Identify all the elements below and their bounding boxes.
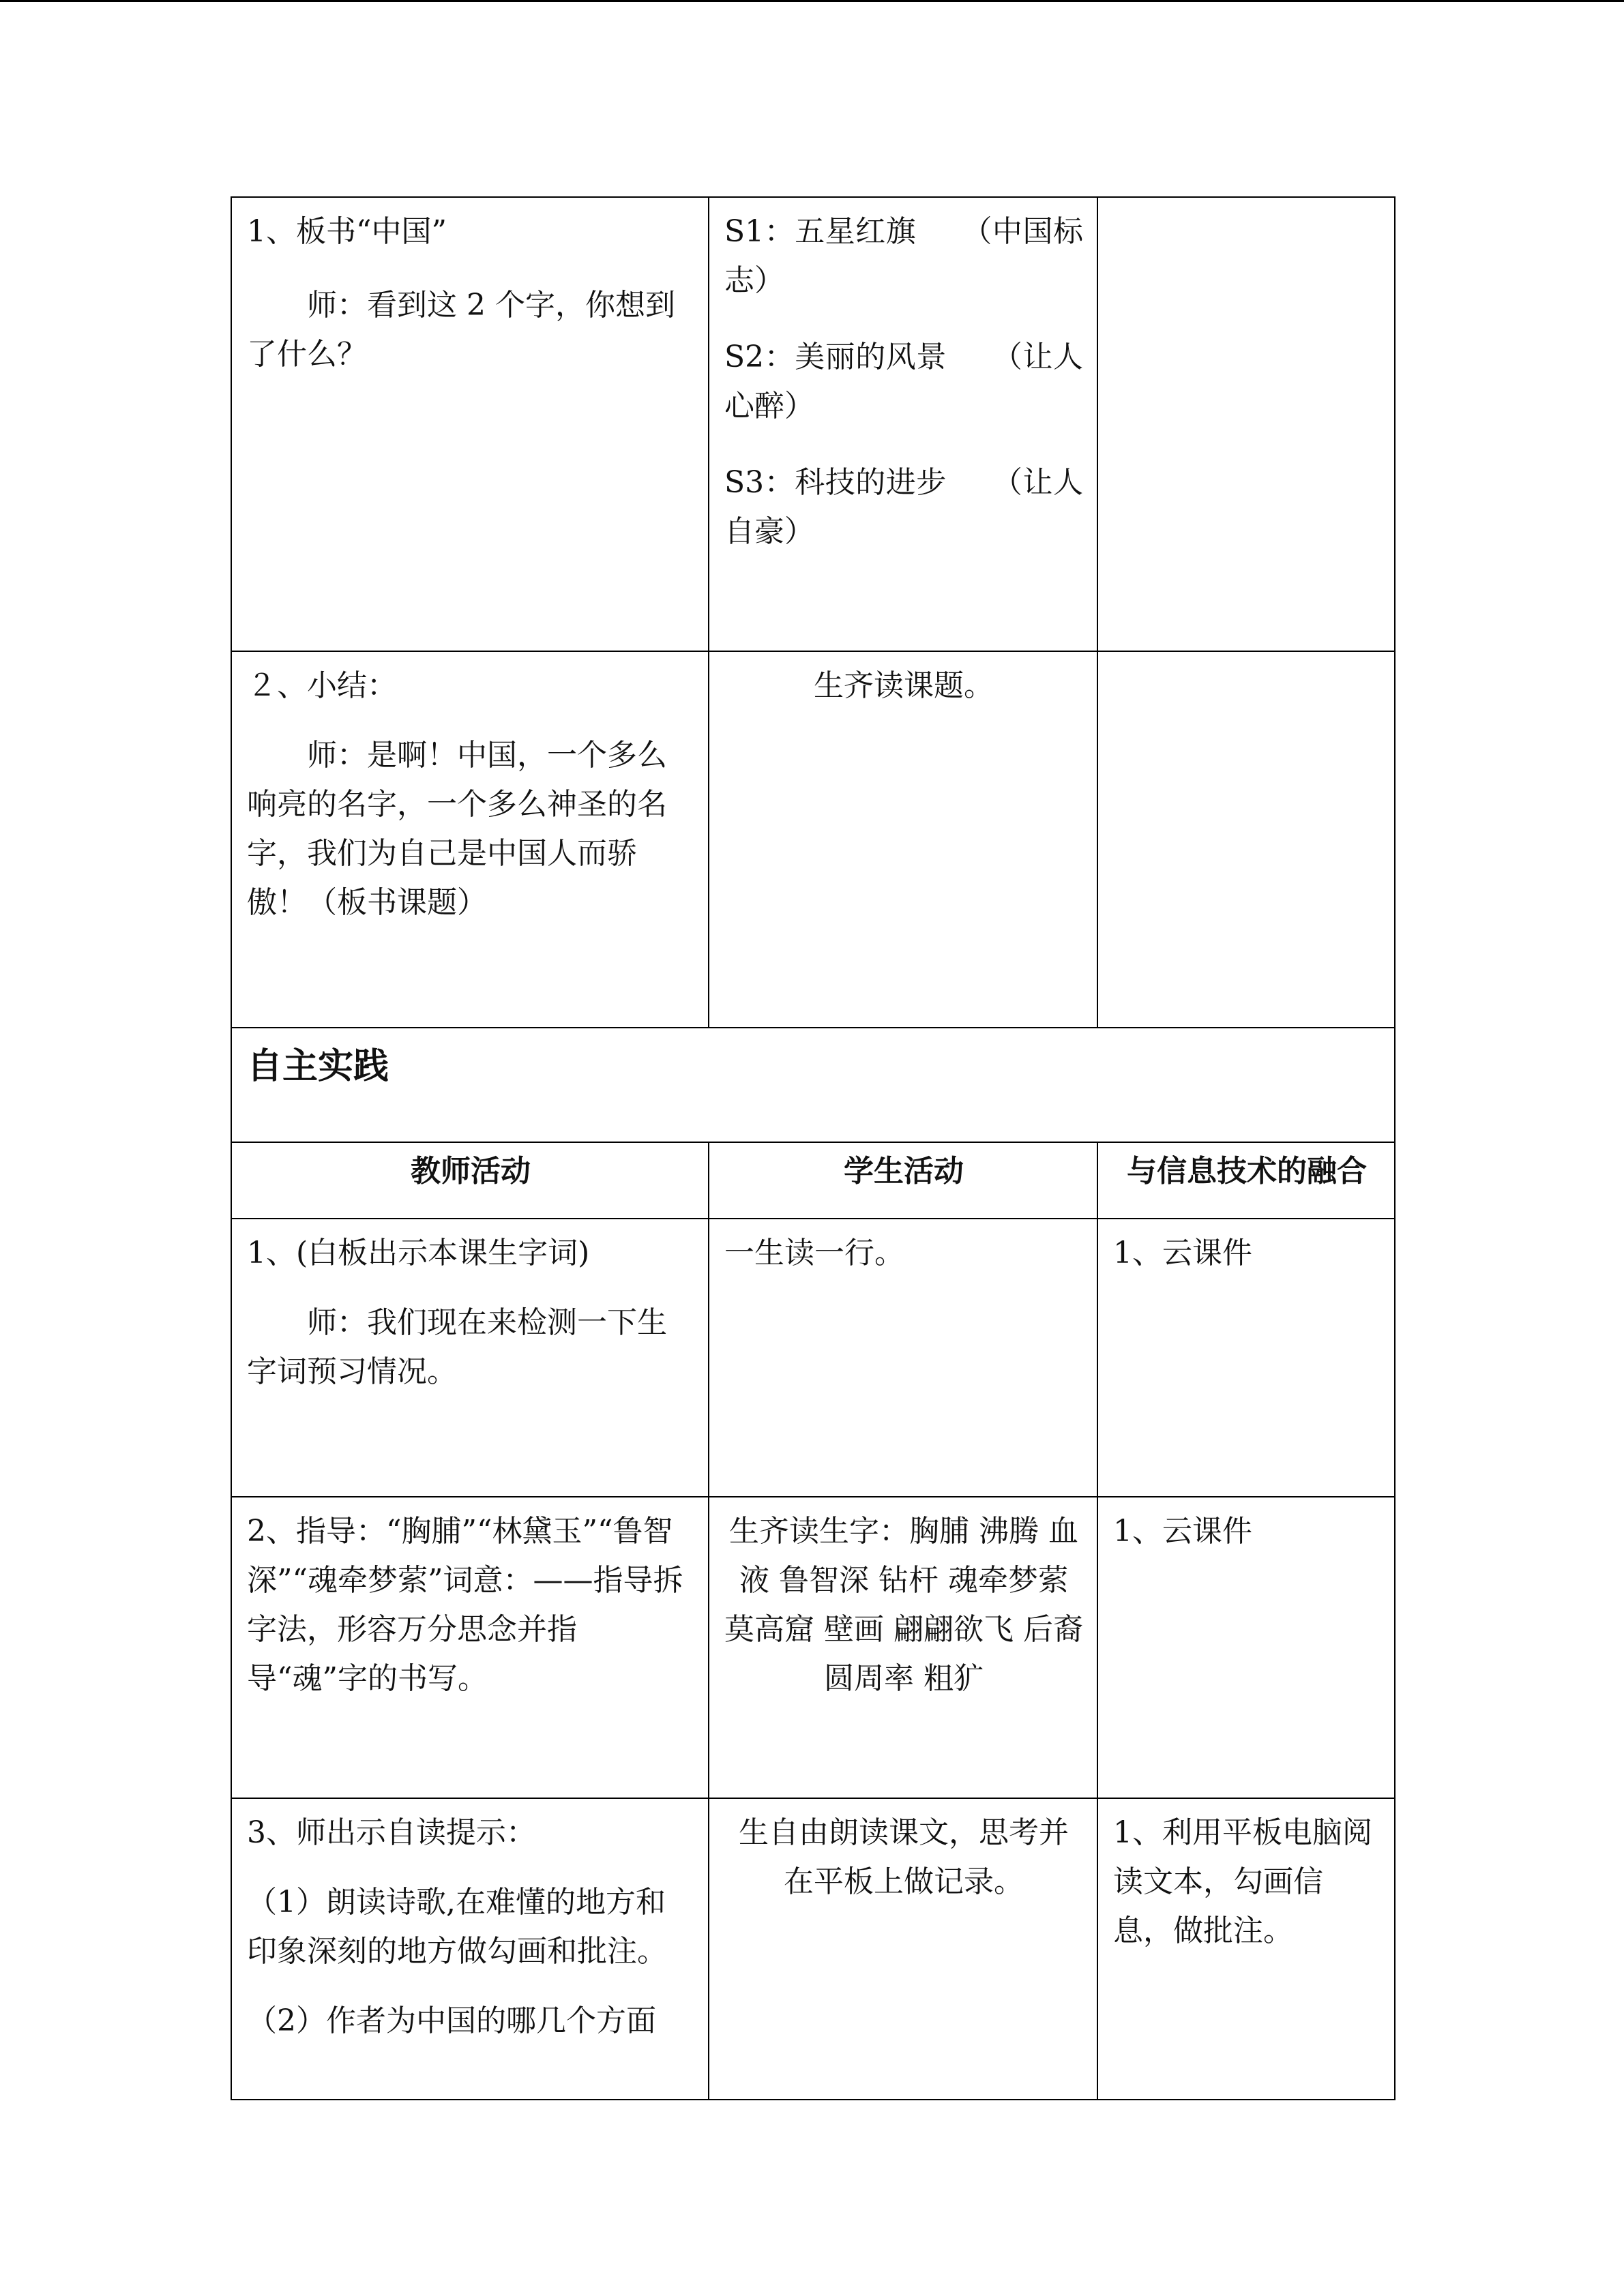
- activity-heading: 1、(白板出示本课生字词): [247, 1236, 590, 1270]
- table-row: [231, 1798, 1395, 2100]
- student-answer: 生齐读课题。: [814, 668, 994, 703]
- activity-text: 师：我们现在来检测一下生字词预习情况。: [247, 1305, 667, 1389]
- tech-item: 1、云课件: [1113, 1236, 1252, 1270]
- student-activity-cell: [709, 1219, 1097, 1497]
- tech-integration-cell: [1097, 1497, 1395, 1798]
- header-row: [231, 1142, 1395, 1219]
- activity-text: （1）朗读诗歌,在难懂的地方和印象深刻的地方做勾画和批注。: [247, 1885, 667, 1969]
- tech-item: 1、云课件: [1113, 1514, 1252, 1549]
- activity-heading: ２、小结：: [247, 668, 397, 703]
- tech-item: 1、利用平板电脑阅读文本，勾画信息，做批注。: [1113, 1815, 1372, 1948]
- student-activity-cell: [709, 651, 1097, 1028]
- activity-text: （2）作者为中国的哪几个方面: [247, 2003, 656, 2038]
- table-row: [231, 1219, 1395, 1497]
- teacher-activity-cell: [231, 651, 709, 1028]
- activity-text: 师：看到这 2 个字，你想到了什么？: [247, 288, 675, 372]
- student-answer: 一生读一行。: [724, 1236, 904, 1270]
- teacher-activity-cell: [231, 1219, 709, 1497]
- activity-heading: 3、师出示自读提示：: [247, 1815, 536, 1850]
- page-top-border: [0, 0, 1624, 2]
- activity-heading: 1、板书“中国”: [247, 214, 447, 249]
- section-title: 自主实践: [231, 1028, 1395, 1142]
- header-student-activity: 学生活动: [709, 1142, 1097, 1219]
- activity-text: 2、指导：“胸脯”“林黛玉”“鲁智深”“魂牵梦萦”词意：——指导拆字法，形容万分思念并指导“魂”字的书写。: [247, 1514, 683, 1696]
- lesson-plan-table: [231, 196, 1396, 2100]
- student-activity-cell: [709, 197, 1097, 651]
- table-row: [231, 197, 1395, 651]
- section-row: [231, 1028, 1395, 1142]
- student-answer: S2：美丽的风景 （让人心醉）: [724, 340, 1083, 423]
- teacher-activity-cell: [231, 197, 709, 651]
- teacher-activity-cell: [231, 1798, 709, 2100]
- student-answer: S3：科技的进步 （让人自豪）: [724, 465, 1083, 549]
- teacher-activity-cell: [231, 1497, 709, 1798]
- student-answer: S1：五星红旗 （中国标志）: [724, 214, 1083, 298]
- table-row: [231, 651, 1395, 1028]
- tech-integration-cell: [1097, 1219, 1395, 1497]
- student-answer: 生自由朗读课文，思考并在平板上做记录。: [739, 1815, 1069, 1899]
- tech-integration-cell: [1097, 651, 1395, 1028]
- tech-integration-cell: [1097, 1798, 1395, 2100]
- student-activity-cell: [709, 1798, 1097, 2100]
- header-teacher-activity: 教师活动: [231, 1142, 709, 1219]
- student-answer: 生齐读生字：胸脯 沸腾 血液 鲁智深 钻杆 魂牵梦萦 莫高窟 壁画 翩翩欲飞 后裔 圆周率 粗犷: [724, 1514, 1083, 1696]
- tech-integration-cell: [1097, 197, 1395, 651]
- student-activity-cell: [709, 1497, 1097, 1798]
- table-row: [231, 1497, 1395, 1798]
- activity-text: 师：是啊！中国，一个多么响亮的名字，一个多么神圣的名字，我们为自己是中国人而骄傲！（板书课题）: [247, 738, 667, 920]
- header-tech-integration: 与信息技术的融合: [1097, 1142, 1395, 1219]
